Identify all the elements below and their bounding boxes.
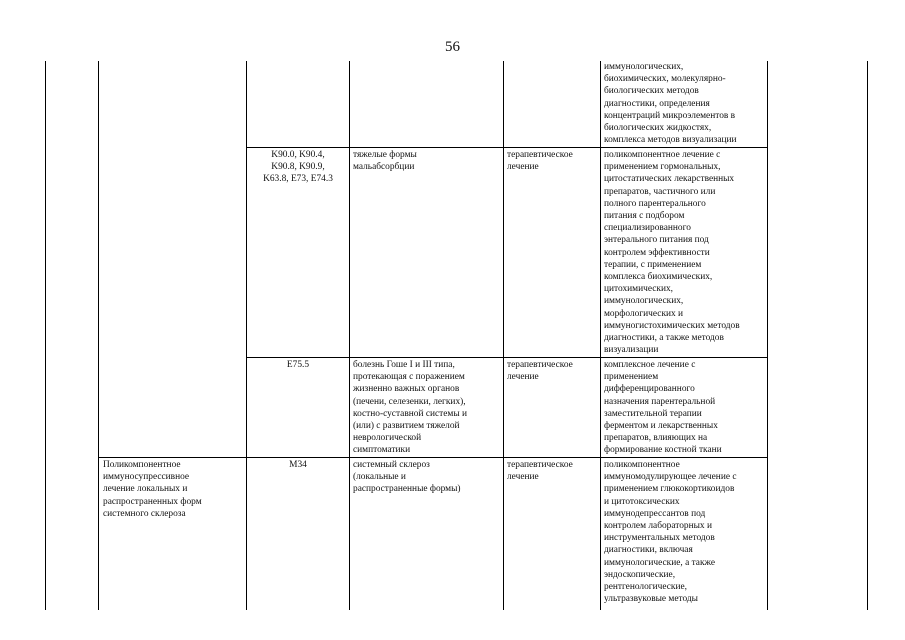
table-cell-treatment-type: терапевтическое лечение [507, 360, 573, 383]
table-cell-model: системный склероз (локальные и распространенные формы) [353, 460, 461, 495]
column-divider [98, 61, 99, 610]
table-cell-method: поликомпонентное иммуномодулирующее лечение с применением глюкокортикоидов и цитотоксических иммунодепрессантов под контролем лабораторных и инструментальных методов диагностики, включая иммунологические, а также эндоскопические, рентгенологические, ультразвуковые методы [604, 460, 737, 605]
row-divider [98, 457, 768, 458]
page-number: 56 [445, 39, 460, 55]
table-cell-treatment-type: терапевтическое лечение [507, 150, 573, 173]
table-cell-method: иммунологических, биохимических, молекулярно- биологических методов диагностики, определения концентраций микроэлементов в биологических жидкостях, комплекса методов визуализации [604, 62, 737, 146]
column-divider [349, 61, 350, 610]
table-outer-left-border [45, 61, 46, 610]
table-cell-model: тяжелые формы мальабсорбции [353, 150, 417, 173]
table-cell-model: болезнь Гоше I и III типа, протекающая с поражением жизненно важных органов (печени, селезенки, легких), костно-суставной системы и (или) с развитием тяжелой неврологической симптоматики [353, 360, 468, 456]
table-outer-right-border [867, 61, 868, 610]
table-cell-codes: M34 [289, 460, 307, 470]
table-cell-codes: K90.0, K90.4, K90.8, K90.9, K63.8, E73, E74.3 [263, 150, 333, 185]
table-cell-profile: Поликомпонентное иммуносупрессивное лечение локальных и распространенных форм системного склероза [103, 460, 202, 519]
row-divider [246, 147, 768, 148]
row-divider [246, 357, 768, 358]
table-cell-codes: E75.5 [286, 360, 310, 370]
column-divider [503, 61, 504, 610]
column-divider [246, 61, 247, 610]
table-cell-method: поликомпонентное лечение с применением гормональных, цитостатических лекарственных препаратов, частичного или полного парентерального питания с подбором специализированного энтерального питания под контролем эффективности терапии, с применением комплекса биохимических, цитохимических, иммунологических, морфологических и иммуногистохимических методов диагностики, а также методов визуализации [604, 150, 740, 356]
table-cell-treatment-type: терапевтическое лечение [507, 460, 573, 483]
table-cell-method: комплексное лечение с применением дифференцированного назначения парентеральной заместительной терапии ферментом и лекарственных препаратов, влияющих на формирование костной ткани [604, 360, 722, 456]
column-divider [600, 61, 601, 610]
column-divider [767, 61, 768, 610]
